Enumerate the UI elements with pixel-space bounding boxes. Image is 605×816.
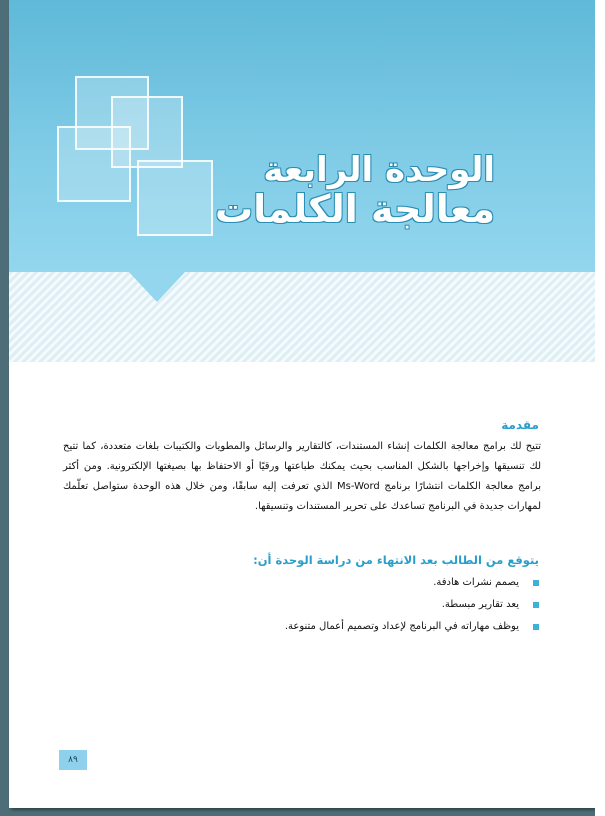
list-item [119,572,539,594]
square-bullet-icon [533,624,539,630]
goals-heading: يتوقع من الطالب بعد الانتهاء من دراسة الوحدة أن: [253,553,539,567]
book-page [9,0,595,808]
page-number: ٨٩ [59,750,87,770]
unit-subtitle: معالجة الكلمات [214,187,495,231]
adjacent-page-edge [595,0,605,816]
banner-notch [9,0,595,320]
intro-heading: مقدمة [501,418,539,432]
list-item [119,594,539,616]
unit-title: الوحدة الرابعة [263,150,495,190]
list-item [119,616,539,638]
intro-paragraph: تتيح لك برامج معالجة الكلمات إنشاء المستندات، كالتقارير والرسائل والمطويات والكتيبات بلغات متعددة، كما تتيح لك تنسيقها وإخراجها بالشكل المناسب بحيث يمكنك طباعتها ورقيًا أو الاحتفاظ بها بصيغتها الإلكترونية. ومن أكثر برامج معالجة الكلمات انتشارًا برنامج Ms-Word الذي تعرفت إليه سابقًا، ومن خلال هذه الوحدة ستواصل تعلّمك لمهارات جديدة في البرنامج تساعدك على تحرير المستندات وتنسيقها. [63,441,542,512]
goals-list [119,572,539,638]
goal-text: يوظف مهاراته في البرنامج لإعداد وتصميم أعمال متنوعة. [284,621,519,632]
square-bullet-icon [533,580,539,586]
goal-text: يصمم نشرات هادفة. [433,577,519,588]
square-bullet-icon [533,602,539,608]
goal-text: يعد تقارير مبسطة. [441,599,519,610]
